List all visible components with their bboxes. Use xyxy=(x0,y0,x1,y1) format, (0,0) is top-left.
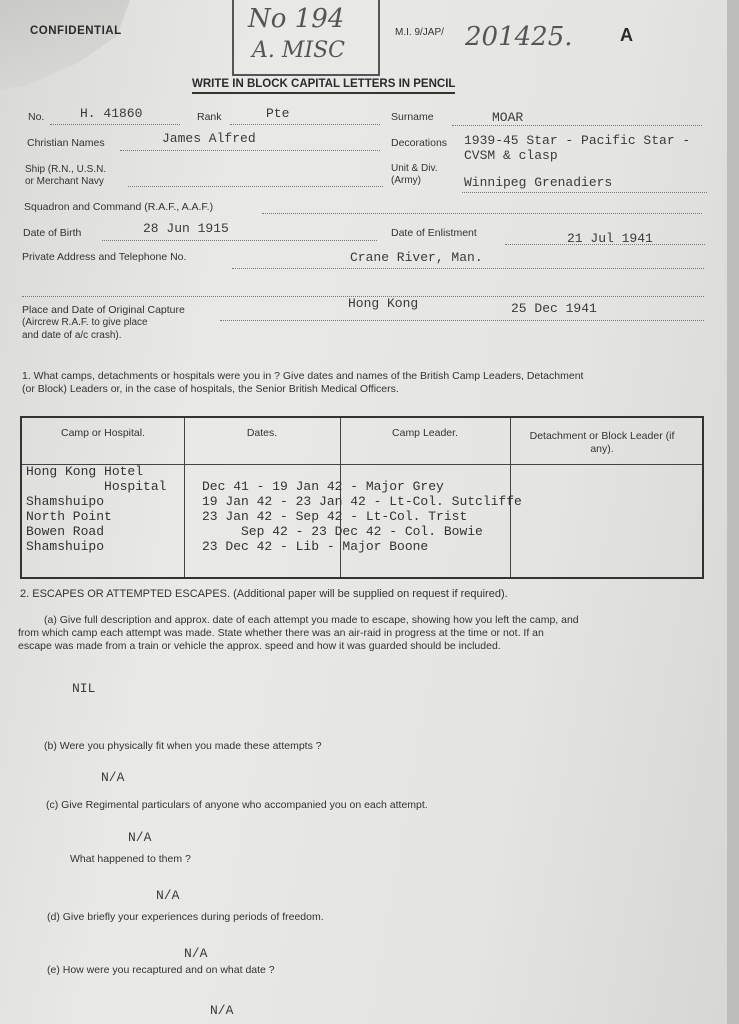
question-d: (d) Give briefly your experiences during periods of freedom. xyxy=(47,911,324,923)
answer-c-fate: N/A xyxy=(156,888,180,903)
confidential-label: CONFIDENTIAL xyxy=(30,25,122,37)
no-label: No. xyxy=(28,111,45,123)
capture-label-2: (Aircrew R.A.F. to give place xyxy=(22,317,148,328)
address-label: Private Address and Telephone No. xyxy=(22,251,187,263)
section2-heading: 2. ESCAPES OR ATTEMPTED ESCAPES. (Additional paper will be supplied on request if required). xyxy=(20,588,508,600)
section1-question: 1. What camps, detachments or hospitals were you in ? Give dates and names of the British Camp Leaders, Detachment xyxy=(22,370,584,382)
pencil-instruction: WRITE IN BLOCK CAPITAL LETTERS IN PENCIL xyxy=(192,78,455,94)
answer-d: N/A xyxy=(184,946,208,961)
answer-c: N/A xyxy=(128,830,152,845)
dob-label: Date of Birth xyxy=(23,227,82,239)
answer-e: N/A xyxy=(210,1003,234,1018)
rank-label: Rank xyxy=(197,111,222,123)
question-b: (b) Were you physically fit when you made these attempts ? xyxy=(44,740,322,752)
question-a-2: from which camp each attempt was made. State whether there was an air-raid in progress at the time or not. If an xyxy=(18,627,544,639)
col-detachment-header: Detachment or Block Leader (if any). xyxy=(529,430,675,455)
dates-and-leaders: Dec 41 - 19 Jan 42 - Major Grey 19 Jan 42 - 23 Jan 42 - Lt-Col. Sutcliffe 23 Jan 42 - Sep 42 - Lt-Col. Trist Sep 42 - 23 Dec 42 - Col. Bowie 23 Dec 42 - Lib - Major Boone xyxy=(202,479,522,554)
section1-question-2: (or Block) Leaders or, in the case of hospitals, the Senior British Medical Officers. xyxy=(22,383,399,395)
question-e: (e) How were you recaptured and on what date ? xyxy=(47,964,275,976)
capture-place: Hong Kong xyxy=(348,296,419,311)
surname-value: MOAR xyxy=(492,110,524,125)
col-camp-header: Camp or Hospital. xyxy=(60,427,146,439)
question-c-fate: What happened to them ? xyxy=(70,853,191,865)
decorations-label: Decorations xyxy=(391,137,448,149)
capture-label-3: and date of a/c crash). xyxy=(22,330,122,341)
camps-table xyxy=(20,416,704,579)
decorations-value-2: CVSM & clasp xyxy=(464,148,558,163)
corner-letter: A xyxy=(620,25,633,45)
file-number: 201425. xyxy=(465,22,573,52)
stamp-number: No 194 xyxy=(248,4,345,34)
ship-label-2: or Merchant Navy xyxy=(25,176,104,187)
question-a-3: escape was made from a train or vehicle the approx. speed and how it was guarded should be included. xyxy=(18,640,501,652)
capture-label: Place and Date of Original Capture xyxy=(22,304,185,316)
stamp-misc: A. MISC xyxy=(252,38,345,63)
decorations-value: 1939-45 Star - Pacific Star - xyxy=(464,133,691,148)
christian-names-label: Christian Names xyxy=(27,137,105,149)
col-dates-header: Dates. xyxy=(246,427,278,439)
page-edge xyxy=(727,0,739,1024)
form-reference: M.I. 9/JAP/ xyxy=(395,27,444,38)
question-a: (a) Give full description and approx. date of each attempt you made to escape, showing how you left the camp, and xyxy=(44,614,579,626)
enlistment-label: Date of Enlistment xyxy=(391,227,477,239)
dob-value: 28 Jun 1915 xyxy=(143,221,229,236)
rank-value: Pte xyxy=(266,106,290,121)
enlistment-value: 21 Jul 1941 xyxy=(567,231,653,246)
unit-label-2: (Army) xyxy=(391,175,421,186)
service-number: H. 41860 xyxy=(80,106,143,121)
col-leader-header: Camp Leader. xyxy=(392,427,458,439)
capture-date: 25 Dec 1941 xyxy=(511,301,597,316)
surname-label: Surname xyxy=(391,111,434,123)
squadron-label: Squadron and Command (R.A.F., A.A.F.) xyxy=(24,201,214,213)
address-value: Crane River, Man. xyxy=(350,250,483,265)
unit-value: Winnipeg Grenadiers xyxy=(464,175,613,190)
answer-a: NIL xyxy=(72,681,96,696)
christian-names-value: James Alfred xyxy=(162,131,256,146)
unit-label: Unit & Div. xyxy=(391,163,438,174)
camps-list: Hong Kong Hotel Hospital Shamshuipo North Point Bowen Road Shamshuipo xyxy=(26,464,167,554)
ship-label: Ship (R.N., U.S.N. xyxy=(25,164,107,175)
question-c: (c) Give Regimental particulars of anyone who accompanied you on each attempt. xyxy=(46,799,428,811)
answer-b: N/A xyxy=(101,770,125,785)
